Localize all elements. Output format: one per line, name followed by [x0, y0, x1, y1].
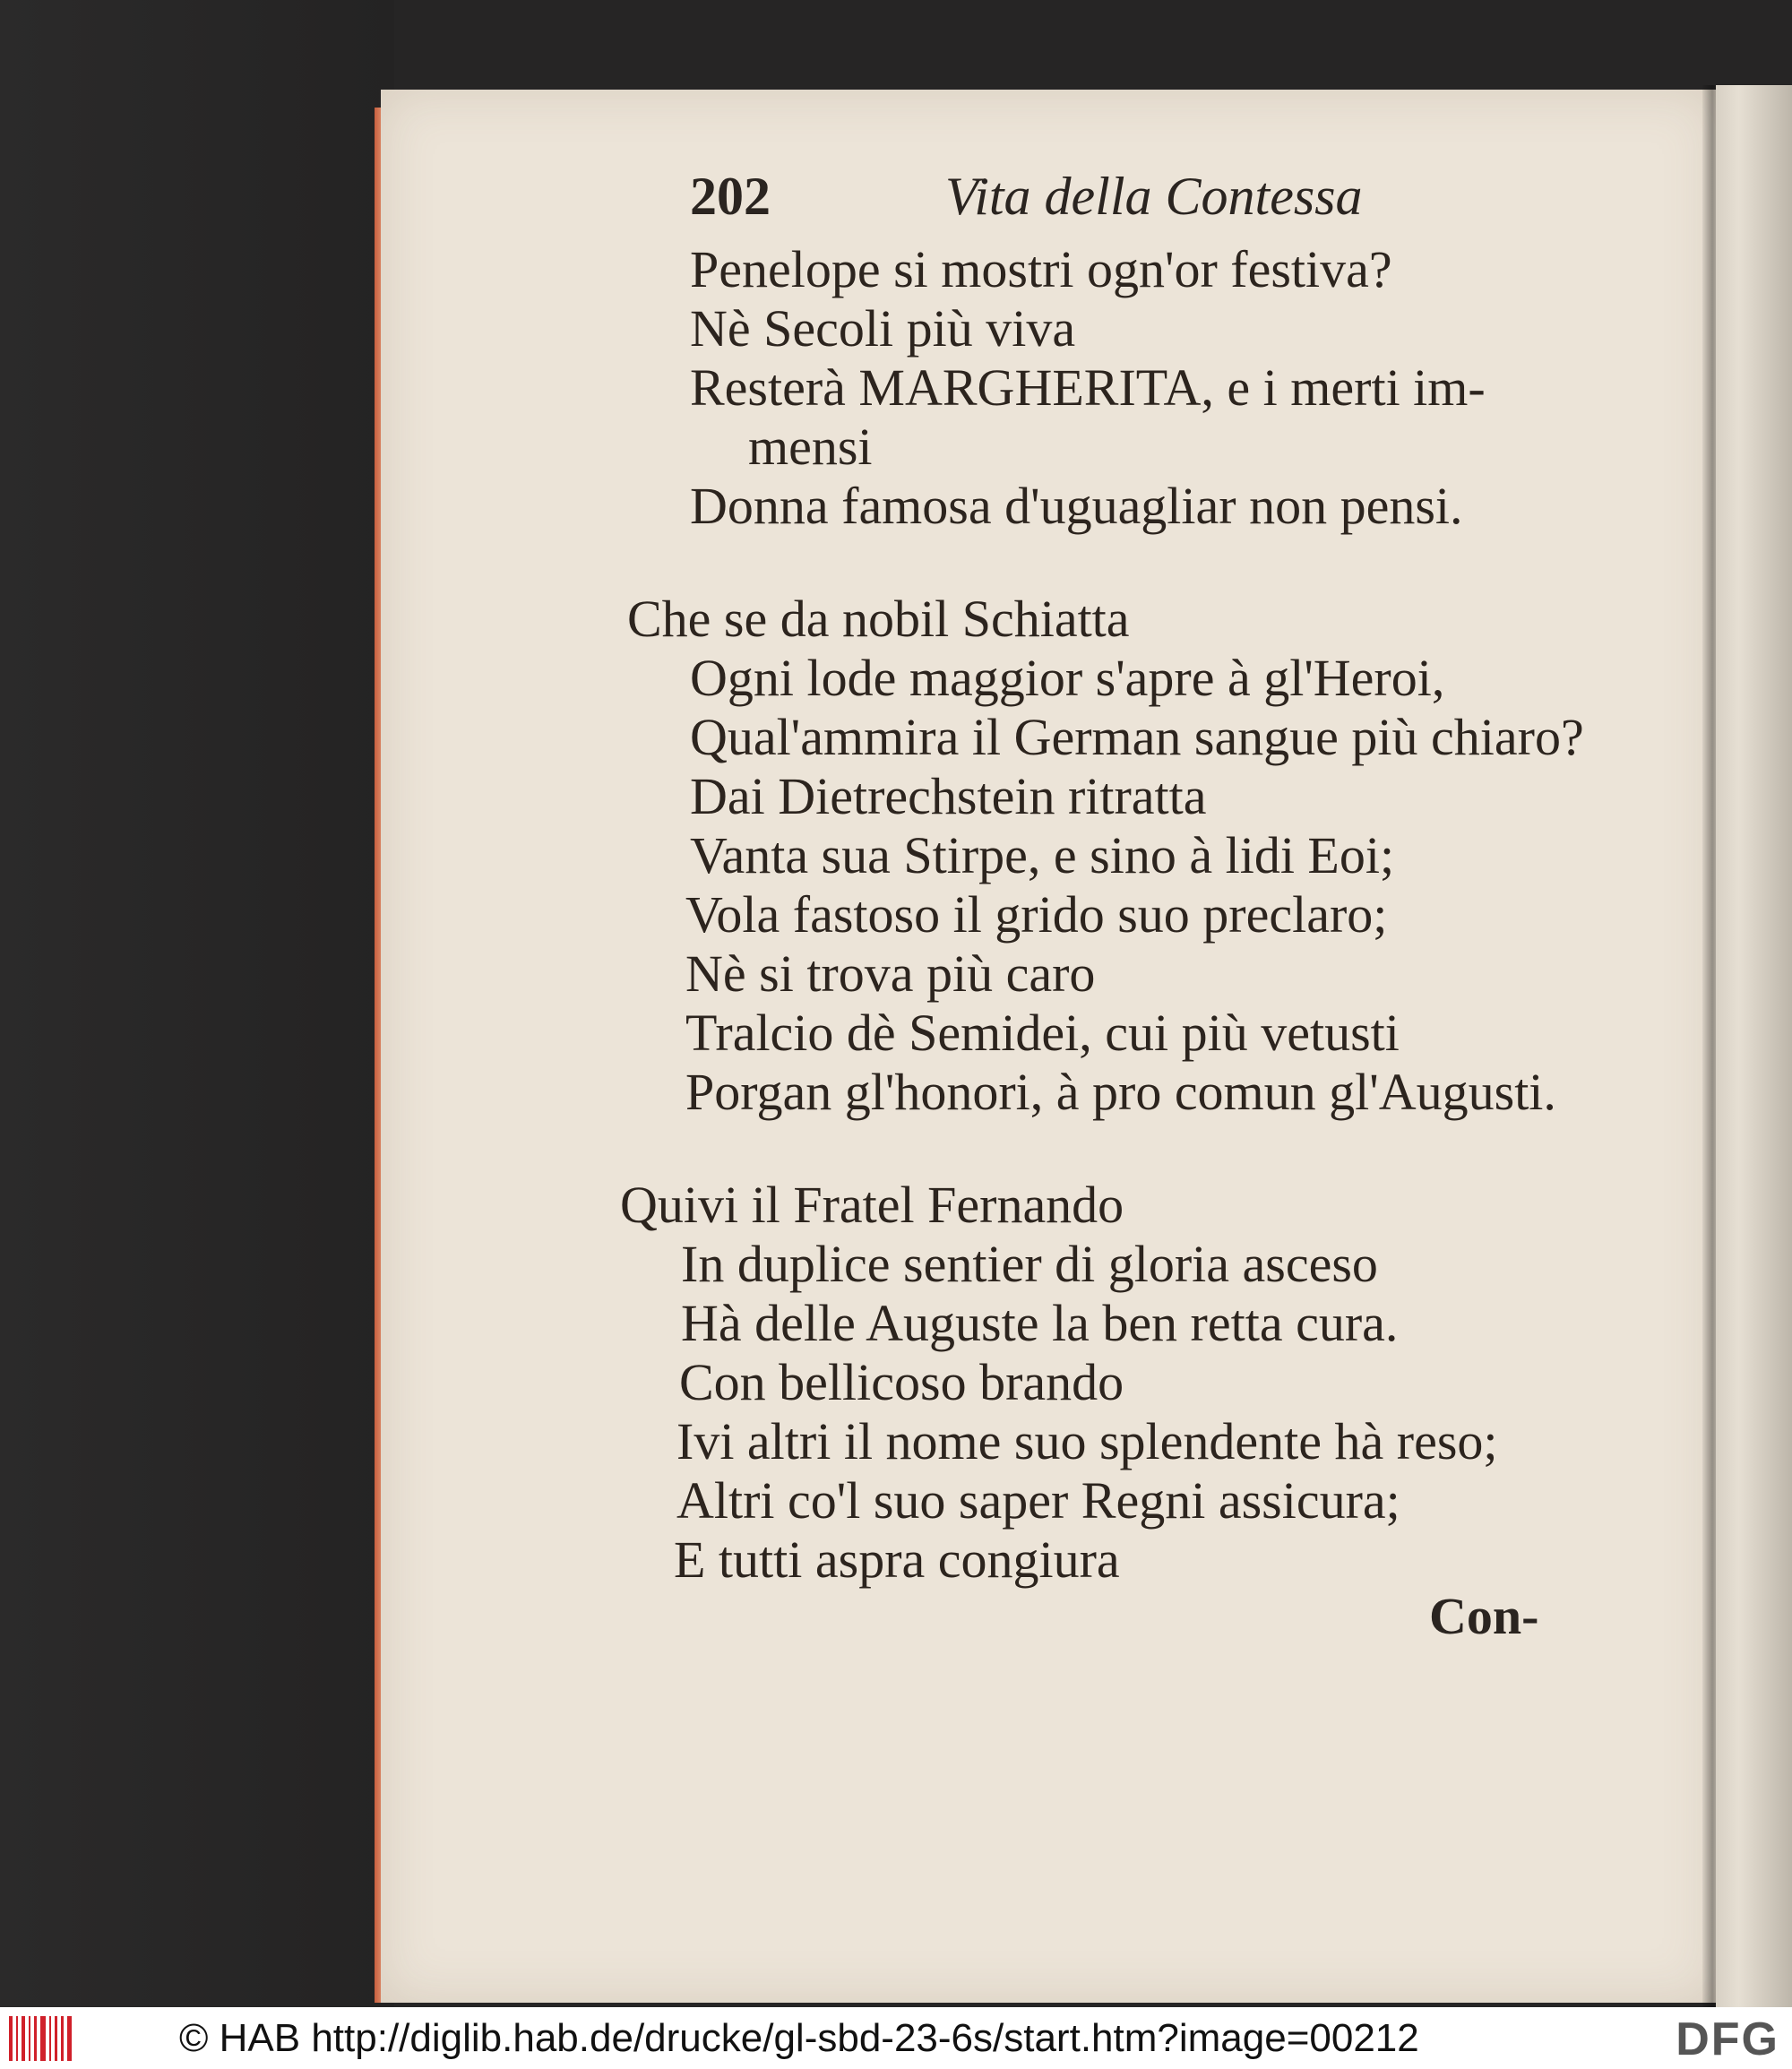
verse-line: Qual'ammira il German sangue più chiaro? [690, 708, 1584, 766]
verse-line: In duplice sentier di gloria asceso [681, 1235, 1378, 1293]
verse-line: Nè Secoli più viva [690, 299, 1076, 358]
verse-line: Vola fastoso il grido suo preclaro; [685, 885, 1388, 944]
barcode-icon [9, 2016, 72, 2061]
verse-line: Tralcio dè Semidei, cui più vetusti [685, 1004, 1400, 1062]
verse-line: Quivi il Fratel Fernando [620, 1176, 1124, 1234]
verse-line: Ivi altri il nome suo splendente hà reso; [676, 1412, 1498, 1470]
page-header [690, 166, 1407, 228]
verse-line: Vanta sua Stirpe, e sino à lidi Eoi; [690, 826, 1395, 884]
page-number: 202 [690, 167, 771, 226]
scan-background [0, 0, 394, 2007]
verse-line: mensi [748, 418, 873, 476]
verse-line: Hà delle Auguste la ben retta cura. [681, 1294, 1399, 1352]
verse-line: Nè si trova più caro [685, 944, 1096, 1003]
verse-line: E tutti aspra congiura [674, 1530, 1120, 1589]
verse-line: Altri co'l suo saper Regni assicura; [676, 1471, 1400, 1530]
copyright-url: © HAB http://diglib.hab.de/drucke/gl-sbd-23-6s/start.htm?image=00212 [179, 2016, 1419, 2060]
catchword: Con- [1429, 1587, 1539, 1645]
verse-line: Penelope si mostri ogn'or festiva? [690, 240, 1392, 298]
facing-page-edge [1716, 85, 1792, 2007]
verse-line: Donna famosa d'uguagliar non pensi. [690, 477, 1463, 535]
footer-bar [0, 2007, 1792, 2069]
verse-line: Con bellicoso brando [679, 1353, 1124, 1411]
verse-line: Dai Dietrechstein ritratta [690, 767, 1207, 825]
verse-line: Ogni lode maggior s'apre à gl'Heroi, [690, 649, 1445, 707]
verse-line: Porgan gl'honori, à pro comun gl'Augusti. [685, 1063, 1556, 1121]
verse-line: Resterà MARGHERITA, e i merti im- [690, 358, 1486, 417]
dfg-logo: DFG [1676, 2013, 1779, 2065]
running-title: Vita della Contessa [945, 167, 1363, 226]
verse-line: Che se da nobil Schiatta [627, 590, 1130, 648]
